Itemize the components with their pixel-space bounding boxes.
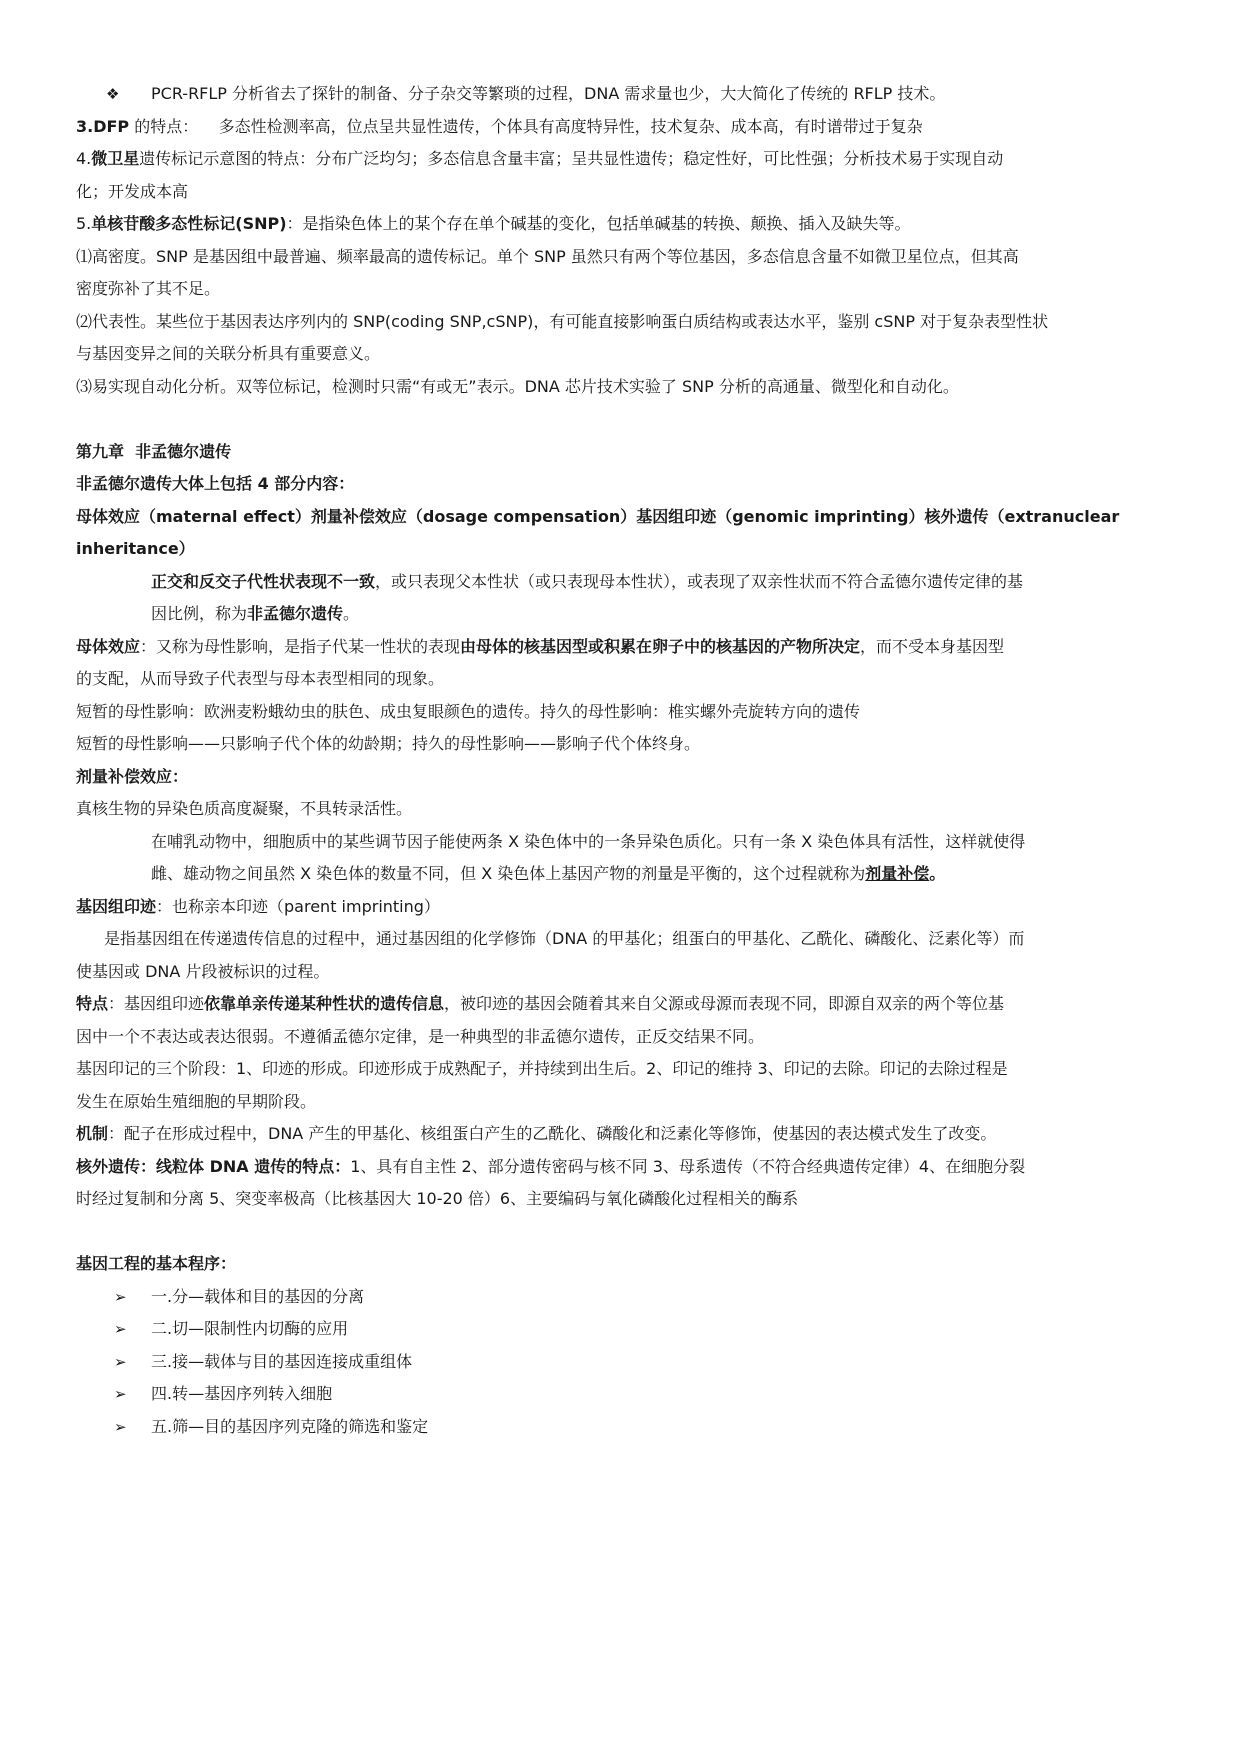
dosage-compensation-end: 。 (929, 864, 946, 883)
document-page (76, 78, 1176, 1443)
extranuclear-text-a: 1、具有自主性 2、部分遗传密码与核不同 3、母系遗传（不符合经典遗传定律）4、在细胞分裂 (350, 1156, 1026, 1176)
chapter-9-title: 第九章 非孟德尔遗传 (76, 441, 232, 461)
dfp-paragraph (76, 111, 1176, 144)
microsatellite-prefix: 4. (76, 149, 92, 168)
imprinting-mechanism (76, 1118, 1176, 1151)
dosage-compensation-term: 剂量补偿 (865, 864, 930, 883)
maternal-effect-examples: 短暂的母性影响：欧洲麦粉蛾幼虫的肤色、成虫复眼颜色的遗传。持久的母性影响：椎实螺外壳旋转方向的遗传 (76, 701, 861, 721)
snp-prefix: 5. (76, 214, 92, 233)
genomic-imprinting-b: 是指基因组在传递遗传信息的过程中，通过基因组的化学修饰（DNA 的甲基化；组蛋白的甲基化、乙酰化、磷酸化、泛素化等）而 (104, 929, 1025, 948)
genomic-imprinting-a: ：也称亲本印迹（parent imprinting） (156, 896, 440, 916)
mechanism-label: 机制 (76, 1124, 109, 1143)
list-item (76, 1346, 1176, 1379)
imprinting-features (76, 988, 1176, 1021)
definition-bold: 正交和反交子代性状表现不一致 (151, 571, 376, 591)
pcr-rflp-paragraph (76, 78, 1176, 111)
list-item (76, 1411, 1176, 1444)
features-bold: 依靠单亲传递某种性状的遗传信息 (204, 994, 445, 1013)
genetic-engineering-title: 基因工程的基本程序： (76, 1254, 237, 1273)
snp-text: ：是指染色体上的某个存在单个碱基的变化，包括单碱基的转换、颠换、插入及缺失等。 (286, 214, 911, 233)
dosage-compensation-b: 在哺乳动物中，细胞质中的某些调节因子能使两条 X 染色体中的一条异染色质化。只有一条 X 染色体具有活性，这样就使得 (151, 831, 1026, 851)
features-text-a: ：基因组印迹 (108, 994, 205, 1013)
definition-end: 。 (343, 604, 360, 623)
microsatellite-paragraph (76, 143, 1176, 176)
snp-point-1: ⑴高密度。SNP 是基因组中最普遍、频率最高的遗传标记。单个 SNP 虽然只有两个等位基因，多态信息含量不如微卫星位点，但其高 (76, 246, 1019, 266)
microsatellite-text-cont: 化；开发成本高 (76, 181, 189, 201)
list-item (76, 1378, 1176, 1411)
snp-point-2-cont: 与基因变异之间的关联分析具有重要意义。 (76, 344, 381, 363)
extranuclear-label: 核外遗传：线粒体 DNA 遗传的特点： (76, 1156, 351, 1176)
features-label: 特点 (76, 994, 109, 1013)
imprinting-features-cont: 因中一个不表达或表达很弱。不遵循孟德尔定律，是一种典型的非孟德尔遗传，正反交结果不同。 (76, 1026, 765, 1046)
genomic-imprinting-paragraph (76, 891, 1176, 924)
snp-point-1-cont: 密度弥补了其不足。 (76, 279, 221, 298)
imprinting-stages: 基因印记的三个阶段：1、印迹的形成。印迹形成于成熟配子，并持续到出生后。2、印记的维持 3、印记的去除。印记的去除过程是 (76, 1059, 1008, 1078)
step-text: 一.分—载体和目的基因的分离 (151, 1286, 365, 1306)
maternal-effect-types: 短暂的母性影响——只影响子代个体的幼龄期；持久的母性影响——影响子代个体终身。 (76, 734, 701, 753)
dfp-label: 3.DFP (76, 116, 130, 136)
step-text: 三.接—载体与目的基因连接成重组体 (151, 1351, 413, 1371)
maternal-effect-bold: 由母体的核基因型或积累在卵子中的核基因的产物所决定 (460, 636, 861, 656)
diamond-bullet-icon: ❖ (106, 85, 120, 103)
snp-point-2: ⑵代表性。某些位于基因表达序列内的 SNP(coding SNP,cSNP)，有可能直接影响蛋白质结构或表达水平，鉴别 cSNP 对于复杂表型性状 (76, 311, 1049, 331)
step-text: 四.转—基因序列转入细胞 (151, 1384, 333, 1403)
definition-text-cont: 因比例，称为 (151, 604, 248, 623)
non-mendelian-definition-cont (76, 598, 1176, 631)
list-item (76, 1281, 1176, 1314)
microsatellite-label: 微卫星 (91, 149, 140, 168)
arrow-bullet-icon: ➢ (114, 1385, 127, 1403)
microsatellite-text: 遗传标记示意图的特点：分布广泛均匀；多态信息含量丰富；呈共显性遗传；稳定性好，可比性强；分析技术易于实现自动 (139, 149, 1004, 168)
definition-text: ，或只表现父本性状（或只表现母本性状），或表现了双亲性状而不符合孟德尔遗传定律的基 (375, 571, 1024, 591)
arrow-bullet-icon: ➢ (114, 1320, 127, 1338)
snp-point-3: ⑶易实现自动化分析。双等位标记，检测时只需“有或无”表示。DNA 芯片技术实验了 SNP 分析的高通量、微型化和自动化。 (76, 376, 959, 396)
extranuclear-paragraph (76, 1151, 1176, 1184)
dosage-compensation-c (76, 858, 1176, 891)
maternal-effect-text-b: ，而不受本身基因型 (860, 636, 1005, 656)
arrow-bullet-icon: ➢ (114, 1417, 127, 1436)
non-mendelian-definition (76, 566, 1176, 599)
snp-label: 单核苷酸多态性标记(SNP) (91, 214, 287, 233)
genomic-imprinting-label: 基因组印迹 (76, 896, 157, 916)
genomic-imprinting-c: 使基因或 DNA 片段被标识的过程。 (76, 961, 330, 981)
definition-term: 非孟德尔遗传 (247, 604, 344, 623)
maternal-effect-text-a: ：又称为母性影响，是指子代某一性状的表现 (140, 636, 461, 656)
arrow-bullet-icon: ➢ (114, 1352, 127, 1371)
dosage-compensation-a: 真核生物的异染色质高度凝聚，不具转录活性。 (76, 799, 413, 818)
arrow-bullet-icon: ➢ (114, 1287, 127, 1306)
maternal-effect-label: 母体效应 (76, 636, 141, 656)
step-text: 五.筛—目的基因序列克隆的筛选和鉴定 (151, 1416, 429, 1436)
dosage-compensation-label: 剂量补偿效应： (76, 766, 189, 786)
dosage-compensation-c-text: 雌、雄动物之间虽然 X 染色体的数量不同，但 X 染色体上基因产物的剂量是平衡的，这个过程就称为 (151, 864, 866, 883)
chapter-9-intro: 非孟德尔遗传大体上包括 4 部分内容： (76, 474, 355, 493)
mechanism-text: ：配子在形成过程中，DNA 产生的甲基化、核组蛋白产生的乙酰化、磷酸化和泛素化等修饰，使基因的表达模式发生了改变。 (108, 1124, 997, 1143)
pcr-rflp-text: PCR-RFLP 分析省去了探针的制备、分子杂交等繁琐的过程，DNA 需求量也少，大大简化了传统的 RFLP 技术。 (151, 84, 946, 103)
dfp-text: 的特点： 多态性检测率高，位点呈共显性遗传，个体具有高度特异性，技术复杂、成本高，有时谱带过于复杂 (129, 116, 923, 136)
chapter-9-parts-cont: inheritance） (76, 539, 195, 558)
list-item (76, 1313, 1176, 1346)
snp-paragraph (76, 208, 1176, 241)
imprinting-stages-cont: 发生在原始生殖细胞的早期阶段。 (76, 1091, 317, 1111)
maternal-effect-cont: 的支配，从而导致子代表型与母本表型相同的现象。 (76, 669, 445, 688)
maternal-effect-paragraph (76, 631, 1176, 664)
chapter-9-parts: 母体效应（maternal effect）剂量补偿效应（dosage compensation）基因组印迹（genomic imprinting）核外遗传（extranuclear (76, 506, 1120, 526)
step-text: 二.切—限制性内切酶的应用 (151, 1319, 349, 1338)
extranuclear-text-b: 时经过复制和分离 5、突变率极高（比核基因大 10-20 倍）6、主要编码与氧化磷酸化过程相关的酶系 (76, 1189, 799, 1208)
features-text-b: ，被印迹的基因会随着其来自父源或母源而表现不同，即源自双亲的两个等位基 (444, 994, 1005, 1013)
